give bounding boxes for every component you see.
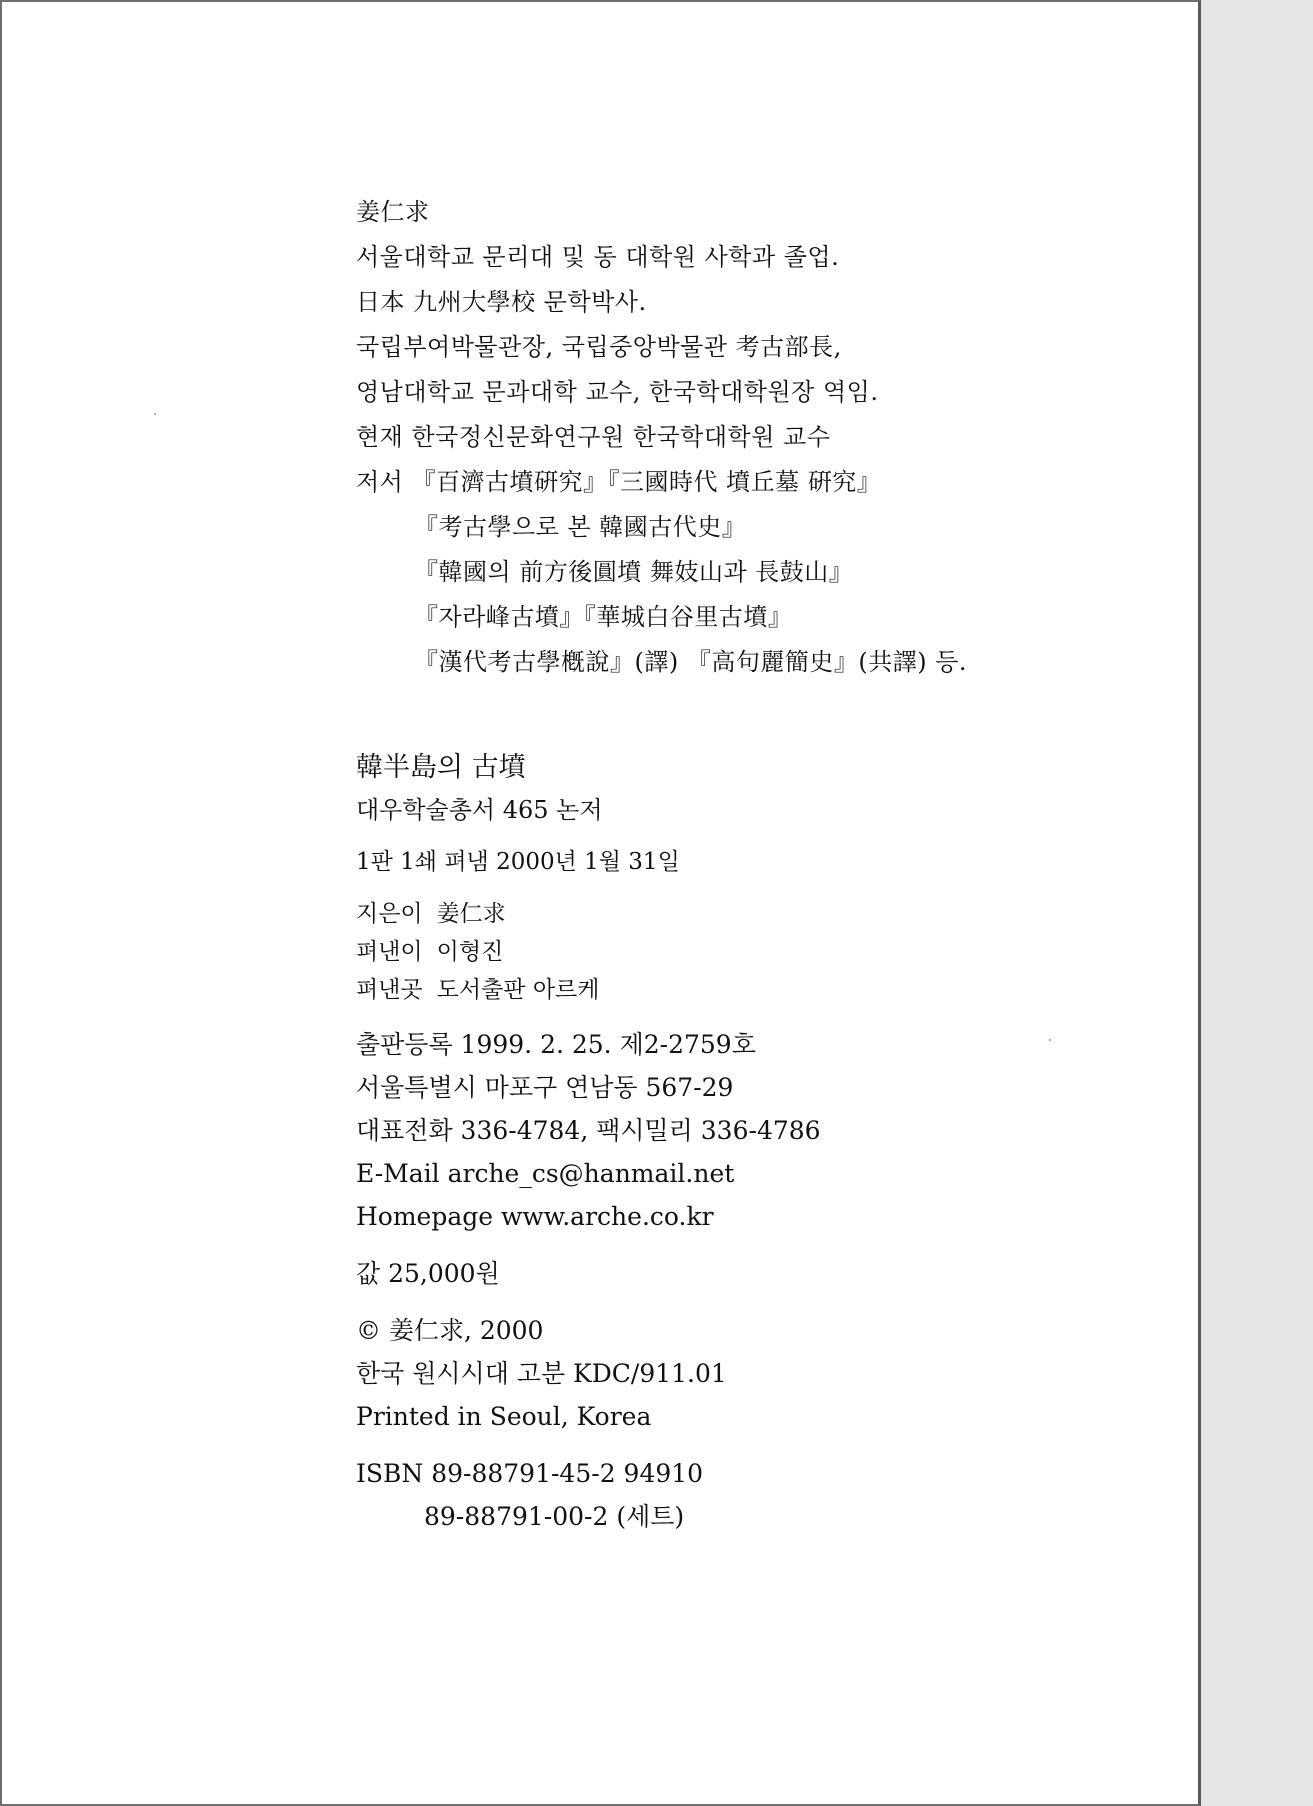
bio-line: 현재 한국정신문화연구원 한국학대학원 교수 <box>356 423 831 451</box>
registration-line: 출판등록 1999. 2. 25. 제2-2759호 <box>356 1030 756 1059</box>
isbn-line: ISBN 89-88791-45-2 94910 <box>356 1459 704 1488</box>
copyright-section <box>356 1309 1156 1438</box>
printed-line: Printed in Seoul, Korea <box>356 1402 652 1431</box>
credit-value: 姜仁求 <box>436 901 506 927</box>
publisher-info <box>356 1023 1156 1238</box>
credits <box>356 895 1156 1009</box>
scan-speck <box>154 413 156 415</box>
address-line: 서울특별시 마포구 연남동 567-29 <box>356 1073 734 1102</box>
works-line: 『자라峰古墳』『華城白谷里古墳』 <box>414 603 793 631</box>
homepage-line: Homepage www.arche.co.kr <box>356 1202 714 1231</box>
bio-line: 국립부여박물관장, 국립중앙박물관 考古部長, <box>356 333 842 361</box>
credit-label: 펴낸곳 <box>356 977 423 1003</box>
isbn-section <box>356 1452 1156 1538</box>
credit-row <box>356 895 1156 933</box>
author-name: 姜仁求 <box>356 198 430 226</box>
bio-line: 영남대학교 문과대학 교수, 한국학대학원장 역임. <box>356 378 879 406</box>
colophon <box>356 190 1156 1538</box>
email-line: E-Mail arche_cs@hanmail.net <box>356 1159 735 1188</box>
isbn-set-line: 89-88791-00-2 (세트) <box>424 1502 685 1531</box>
works-line: 『韓國의 前方後圓墳 舞妓山과 長鼓山』 <box>414 558 854 586</box>
works-line: 『漢代考古學槪說』(譯) 『高句麗簡史』(共譯) 등. <box>414 648 968 676</box>
book-info <box>356 745 1156 881</box>
works-line: 저서 『百濟古墳硏究』『三國時代 墳丘墓 硏究』 <box>356 468 882 496</box>
credit-row <box>356 971 1156 1009</box>
book-series: 대우학술총서 465 논저 <box>356 796 603 824</box>
works-line: 『考古學으로 본 韓國古代史』 <box>414 513 747 541</box>
bio-line: 서울대학교 문리대 및 동 대학원 사학과 졸업. <box>356 243 840 271</box>
credit-label: 펴낸이 <box>356 939 423 965</box>
book-title: 韓半島의 古墳 <box>356 752 526 783</box>
price: 값 25,000원 <box>356 1259 500 1288</box>
bio-line: 日本 九州大學校 문학박사. <box>356 288 647 316</box>
credit-row <box>356 933 1156 971</box>
credit-value: 도서출판 아르케 <box>436 977 600 1003</box>
credit-label: 지은이 <box>356 901 423 927</box>
phone-line: 대표전화 336-4784, 팩시밀리 336-4786 <box>356 1116 821 1145</box>
credit-value: 이형진 <box>436 939 504 965</box>
copyright-line: © 姜仁求, 2000 <box>356 1316 544 1345</box>
author-bio <box>356 190 1156 685</box>
classification-line: 한국 원시시대 고분 KDC/911.01 <box>356 1359 727 1388</box>
price-section <box>356 1252 1156 1295</box>
edition-date: 1판 1쇄 펴냄 2000년 1월 31일 <box>356 849 680 875</box>
